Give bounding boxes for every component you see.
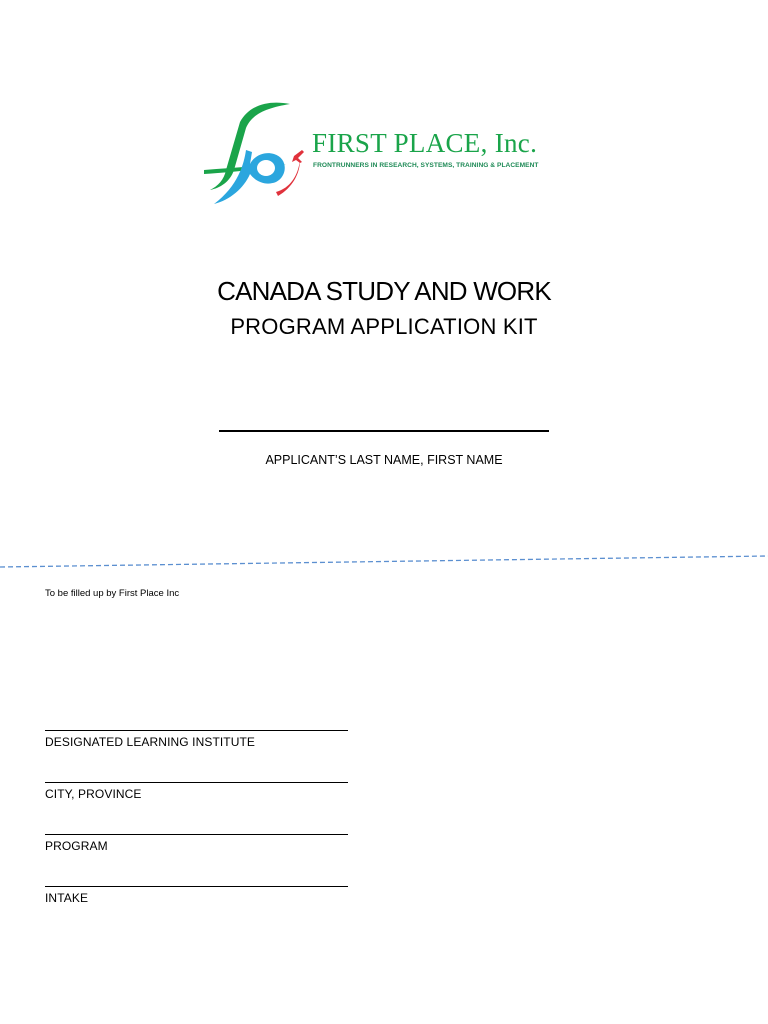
field-program bbox=[45, 834, 355, 853]
company-name: FIRST PLACE, Inc. bbox=[312, 128, 538, 158]
document-subtitle: PROGRAM APPLICATION KIT bbox=[230, 314, 538, 339]
field-designated-learning-institute bbox=[45, 730, 355, 749]
field-label: CITY, PROVINCE bbox=[45, 787, 142, 801]
field-input-line[interactable] bbox=[45, 782, 348, 783]
fp-monogram-icon bbox=[200, 100, 310, 212]
document-title: CANADA STUDY AND WORK bbox=[217, 276, 551, 306]
field-input-line[interactable] bbox=[45, 730, 348, 731]
field-city-province bbox=[45, 782, 355, 801]
field-intake bbox=[45, 886, 355, 905]
applicant-name-label: APPLICANT’S LAST NAME, FIRST NAME bbox=[265, 453, 503, 467]
field-label: INTAKE bbox=[45, 891, 89, 905]
field-label: PROGRAM bbox=[45, 839, 108, 853]
field-input-line[interactable] bbox=[45, 834, 348, 835]
applicant-name-blank[interactable] bbox=[219, 430, 549, 432]
cut-line-separator bbox=[0, 552, 768, 572]
company-tagline: FRONTRUNNERS IN RESEARCH, SYSTEMS, TRAINING & PLACEMENT bbox=[313, 162, 539, 169]
office-use-note: To be filled up by First Place Inc bbox=[45, 588, 180, 599]
field-input-line[interactable] bbox=[45, 886, 348, 887]
company-logo bbox=[200, 100, 570, 212]
field-label: DESIGNATED LEARNING INSTITUTE bbox=[45, 735, 256, 749]
